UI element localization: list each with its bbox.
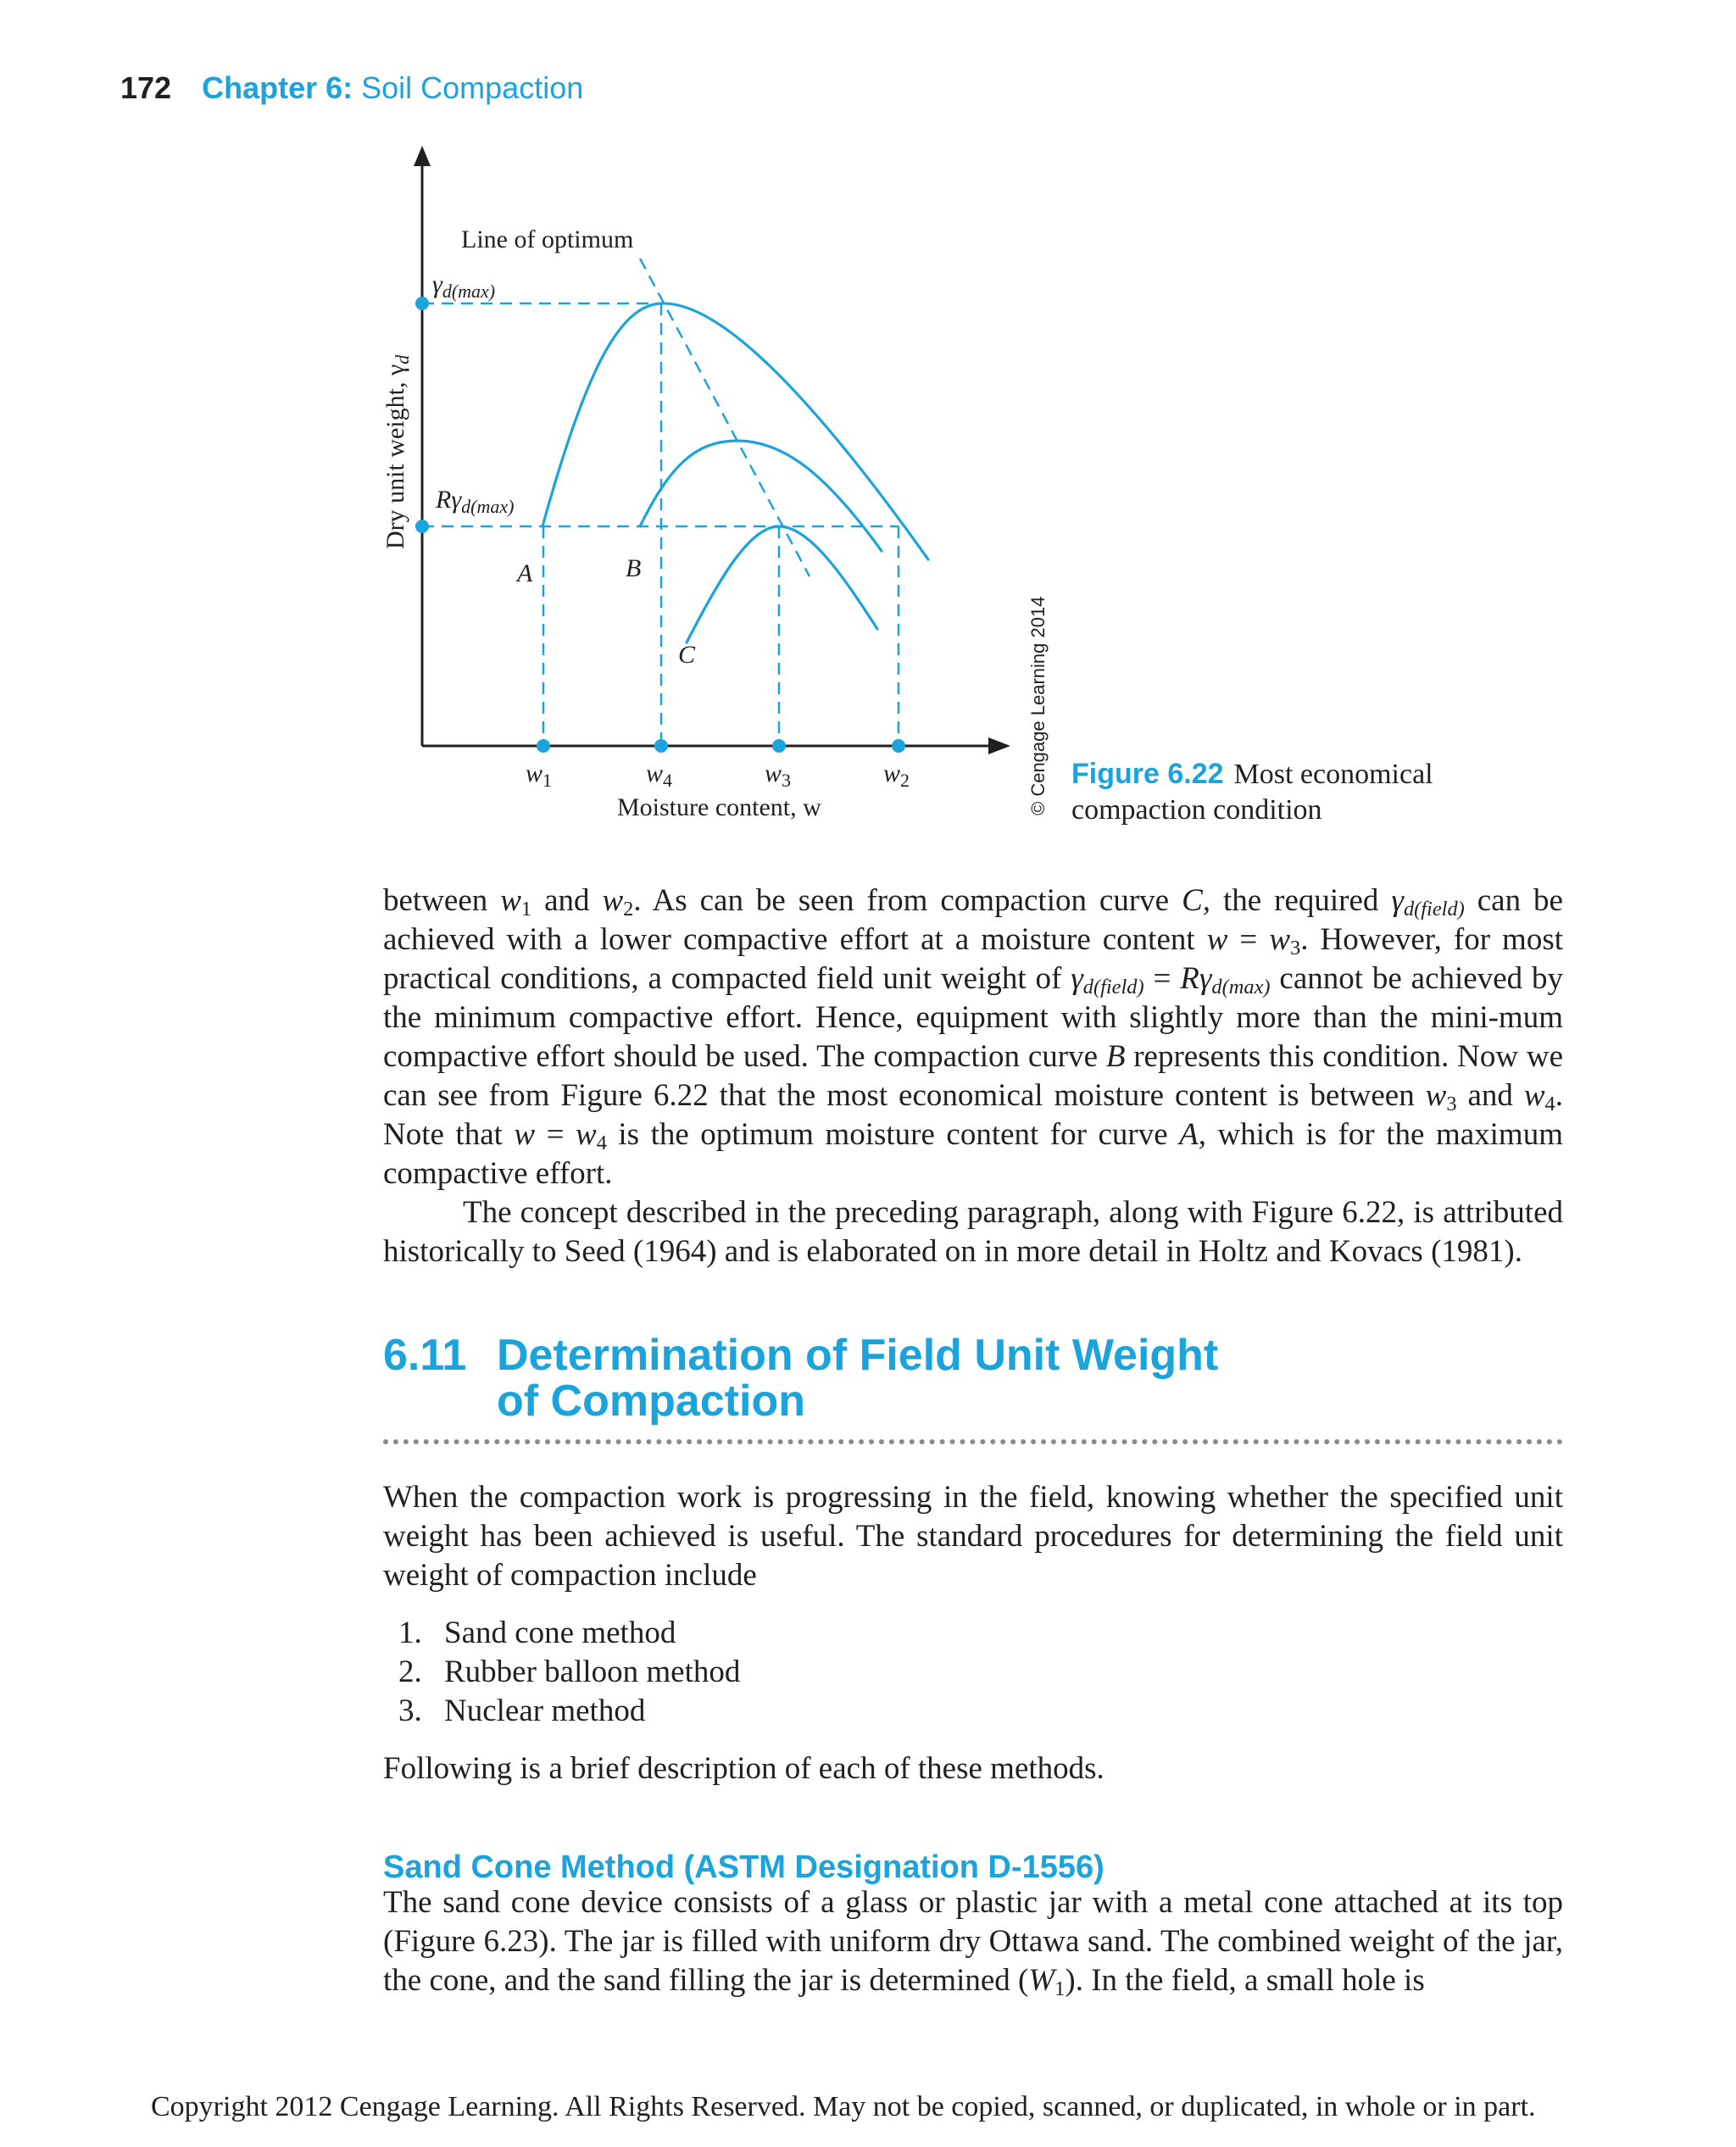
w3-tick-label: $w_3$ [765, 759, 792, 791]
line-of-optimum [640, 259, 810, 576]
chapter-title: Soil Compaction [361, 70, 584, 105]
x-axis-arrow [988, 737, 1010, 754]
w4-tick-label: $w_4$ [646, 759, 673, 791]
section-number: 6.11 [383, 1331, 467, 1380]
paragraph-1: between $w_1$ and $w_2$. As can be seen from compaction curve C, the required $\gamma_{d(field)}$ can be achieved with a lower compactive effort at a moisture content $w = w_3$. However, for most practical conditions, a compacted field unit weight of $\gamma_{d(field)} = R\gamma_{d(max)}$ cannot be achieved by the minimum compactive effort. Hence, equipment with slightly more than the mini-mum compactive effort should be used. The compaction curve B represents this condition. Now we can see from Figure 6.22 that the most economical moisture content is between $w_3$ and $w_4$. Note that $w = w_4$ is the optimum moisture content for curve A, which is for the maximum compactive effort. [383, 883, 1564, 1191]
paragraph-5: The sand cone device consists of a glass or plastic jar with a metal cone attached at its top (Figure 6.23). The jar is filled with uniform dry Ottawa sand. The combined weight of the jar, the cone, and the sand filling the jar is determined $(W_1)$. In the field, a small hole is [383, 1885, 1563, 2001]
w2-tick-label: $w_2$ [883, 759, 910, 791]
copyright-footer: Copyright 2012 Cengage Learning. All Rights Reserved. May not be copied, scanned, or duplicated, in whole or in part. [151, 2091, 1536, 2122]
section-title-line2: of Compaction [497, 1377, 805, 1426]
list-item: 1. Sand cone method [398, 1616, 676, 1650]
line-of-optimum-label: Line of optimum [461, 225, 634, 253]
paragraph-2: The concept described in the preceding paragraph, along with Figure 6.22, is attributed historically to Seed (1964) and is elaborated on in more detail in Holtz and Kovacs (1981). [383, 1195, 1563, 1269]
w1-tick-label: $w_1$ [526, 759, 553, 791]
subsection-heading: Sand Cone Method (ASTM Designation D-1556) [383, 1849, 1104, 1885]
curve-c [687, 526, 877, 642]
curve-a [542, 303, 928, 559]
compaction-figure [0, 0, 1736, 865]
curve-b [640, 441, 882, 551]
rymax-point [415, 520, 429, 533]
y-axis-arrow [414, 146, 431, 166]
w4-point [654, 739, 668, 753]
curve-b-label: B [626, 554, 642, 582]
w3-point [772, 739, 786, 753]
list-item: 2. Rubber balloon method [398, 1655, 741, 1689]
figure-credit: © Cengage Learning 2014 [1027, 596, 1049, 815]
paragraph-3: When the compaction work is progressing in the field, knowing whether the specified unit weight has been achieved is useful. The standard procedures for determining the field unit weight of compaction include [383, 1480, 1563, 1593]
method-list [398, 1614, 740, 1731]
section-heading [383, 1332, 1570, 1424]
section-title-line1: Determination of Field Unit Weight [497, 1331, 1219, 1380]
chapter-label: Chapter 6: [202, 70, 353, 105]
figure-caption-label: Figure 6.22 [1071, 758, 1224, 790]
figure-caption-text: Most economical compaction condition [1071, 759, 1433, 826]
w1-point [537, 739, 550, 753]
curve-c-label: C [678, 641, 696, 669]
list-item: 3. Nuclear method [398, 1694, 646, 1728]
paragraph-4: Following is a brief description of each of these methods. [383, 1751, 1104, 1786]
rymax-label: $R\gamma_{d(max)}$ [436, 486, 515, 517]
figure-caption [1071, 756, 1495, 828]
w2-point [892, 739, 905, 753]
section-divider [383, 1439, 1563, 1444]
x-axis-label: Moisture content, w [617, 793, 821, 821]
curve-a-label: A [517, 559, 533, 587]
ymax-label: $\gamma_{d(max)}$ [432, 270, 496, 302]
ymax-point [415, 297, 429, 310]
y-axis-label: Dry unit weight, $\gamma_d$ [381, 354, 413, 549]
page-number: 172 [120, 70, 172, 105]
